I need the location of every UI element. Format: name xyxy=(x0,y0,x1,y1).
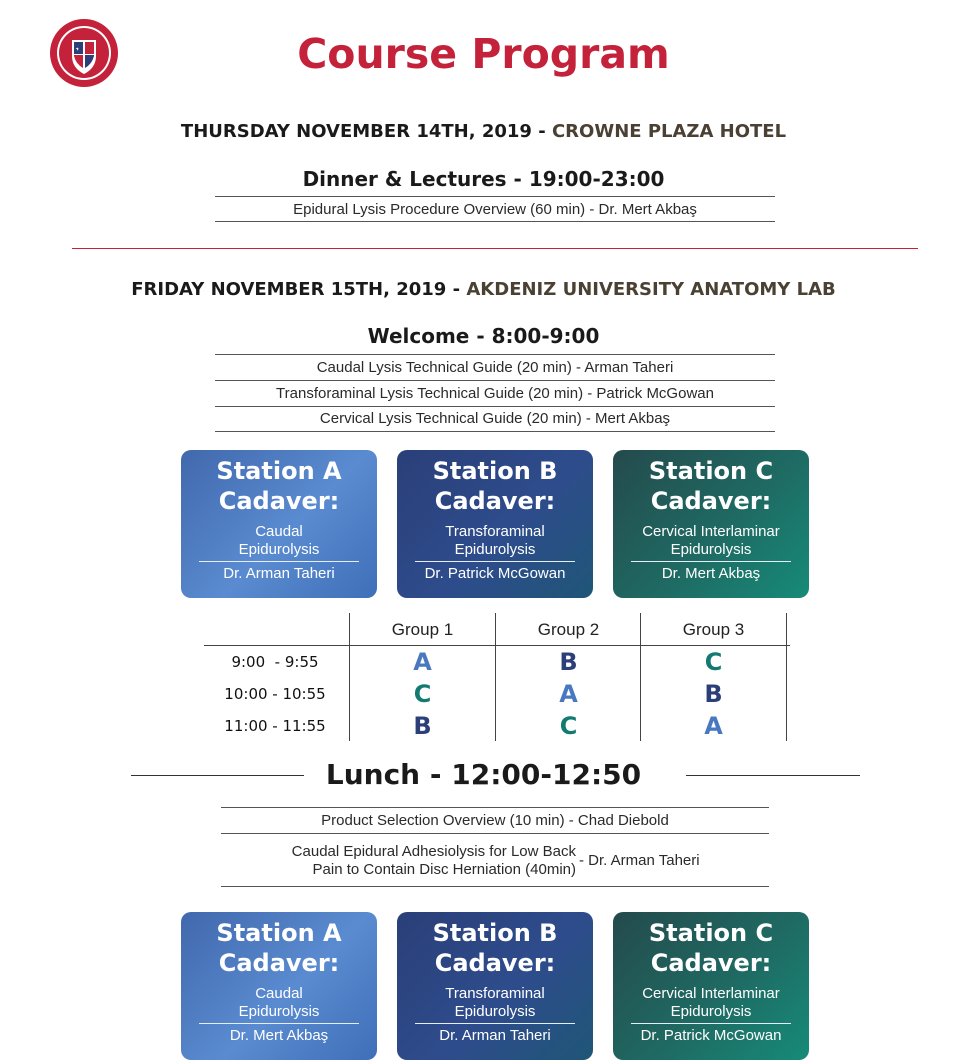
station-subtitle: Cadaver: xyxy=(218,949,340,977)
page-title: Course Program xyxy=(297,30,670,78)
divider xyxy=(221,807,769,808)
station-c-card-morning xyxy=(613,450,809,598)
station-title xyxy=(181,918,377,978)
station-doctor: Dr. Arman Taheri xyxy=(223,565,335,582)
station-doctor: Dr. Patrick McGowan xyxy=(424,565,566,582)
friday-venue: AKDENIZ UNIVERSITY ANATOMY LAB xyxy=(466,279,836,300)
station-divider xyxy=(631,561,791,562)
station-assignment: C xyxy=(559,712,578,740)
time-slot: 9:00 - 9:55 xyxy=(231,653,319,671)
procedure-line: Epidurolysis xyxy=(238,1003,320,1020)
procedure-line: Cervical Interlaminar xyxy=(642,523,780,540)
procedure-line: Epidurolysis xyxy=(238,541,320,558)
station-doctor: Dr. Patrick McGowan xyxy=(640,1027,782,1044)
friday-heading xyxy=(0,279,967,300)
station-name: Station A xyxy=(216,919,342,947)
thursday-lecture: Epidural Lysis Procedure Overview (60 min) - Dr. Mert Akbaş xyxy=(293,201,697,218)
divider xyxy=(221,833,769,834)
time-slot: 11:00 - 11:55 xyxy=(224,717,326,735)
lecture-title: Product Selection Overview (10 min) xyxy=(321,812,565,829)
procedure-line: Epidurolysis xyxy=(670,1003,752,1020)
station-doctor: Dr. Mert Akbaş xyxy=(229,1027,329,1044)
station-procedure xyxy=(613,523,809,559)
station-subtitle: Cadaver: xyxy=(650,949,772,977)
station-title xyxy=(397,918,593,978)
station-name: Station C xyxy=(648,457,774,485)
time-slot: 10:00 - 10:55 xyxy=(224,685,326,703)
station-assignment: B xyxy=(413,712,432,740)
table-header: Group 1 xyxy=(391,620,454,639)
station-a-card-morning xyxy=(181,450,377,598)
divider xyxy=(215,431,775,432)
lecture-title-line: Pain to Contain Disc Herniation (40min) xyxy=(312,861,576,878)
afternoon-lecture xyxy=(221,812,769,829)
station-divider xyxy=(415,1023,575,1024)
station-assignment: A xyxy=(559,680,578,708)
divider xyxy=(215,196,775,197)
welcome-lecture: Caudal Lysis Technical Guide (20 min) - Arman Taheri xyxy=(316,359,674,376)
station-name: Station B xyxy=(432,919,558,947)
divider xyxy=(215,221,775,222)
table-grid-line xyxy=(786,613,787,741)
station-assignment: B xyxy=(704,680,723,708)
lecture-speaker: - Chad Diebold xyxy=(568,812,669,829)
station-procedure xyxy=(397,523,593,559)
procedure-line: Epidurolysis xyxy=(670,541,752,558)
table-header: Group 2 xyxy=(537,620,600,639)
station-b-card-morning xyxy=(397,450,593,598)
procedure-line: Cervical Interlaminar xyxy=(642,985,780,1002)
station-procedure xyxy=(397,985,593,1021)
divider xyxy=(215,354,775,355)
station-divider xyxy=(199,561,359,562)
lecture-speaker: - Dr. Arman Taheri xyxy=(579,852,700,869)
thursday-date: THURSDAY NOVEMBER 14TH, 2019 xyxy=(180,121,532,142)
station-title xyxy=(181,456,377,516)
station-name: Station B xyxy=(432,457,558,485)
procedure-line: Caudal xyxy=(255,985,303,1002)
divider xyxy=(686,775,860,776)
station-assignment: C xyxy=(704,648,723,676)
station-doctor: Dr. Mert Akbaş xyxy=(661,565,761,582)
station-procedure xyxy=(181,985,377,1021)
thursday-separator: - xyxy=(538,121,546,142)
station-title xyxy=(613,918,809,978)
station-subtitle: Cadaver: xyxy=(650,487,772,515)
welcome-lecture: Transforaminal Lysis Technical Guide (20 min) - Patrick McGowan xyxy=(276,385,714,402)
afternoon-lecture-title xyxy=(221,843,576,879)
station-assignment: A xyxy=(413,648,432,676)
station-procedure xyxy=(181,523,377,559)
welcome-lecture: Cervical Lysis Technical Guide (20 min) - Mert Akbaş xyxy=(319,410,671,427)
procedure-line: Epidurolysis xyxy=(454,541,536,558)
lunch-title: Lunch - 12:00-12:50 xyxy=(325,758,642,791)
station-assignment: B xyxy=(559,648,578,676)
station-title xyxy=(397,456,593,516)
procedure-line: Caudal xyxy=(255,523,303,540)
divider xyxy=(215,380,775,381)
station-divider xyxy=(631,1023,791,1024)
thursday-venue: CROWNE PLAZA HOTEL xyxy=(551,121,787,142)
welcome-session-title: Welcome - 8:00-9:00 xyxy=(367,324,600,348)
station-name: Station A xyxy=(216,457,342,485)
divider xyxy=(221,886,769,887)
station-title xyxy=(613,456,809,516)
station-subtitle: Cadaver: xyxy=(434,949,556,977)
station-divider xyxy=(415,561,575,562)
station-assignment: C xyxy=(413,680,432,708)
station-assignment: A xyxy=(704,712,723,740)
procedure-line: Transforaminal xyxy=(445,523,545,540)
lecture-title-line: Caudal Epidural Adhesiolysis for Low Back xyxy=(291,843,576,860)
table-grid-line xyxy=(204,645,790,646)
day-separator-rule xyxy=(72,248,918,249)
procedure-line: Epidurolysis xyxy=(454,1003,536,1020)
friday-separator: - xyxy=(452,279,461,300)
station-procedure xyxy=(613,985,809,1021)
station-a-card-afternoon xyxy=(181,912,377,1060)
station-divider xyxy=(199,1023,359,1024)
divider xyxy=(215,406,775,407)
table-header: Group 3 xyxy=(682,620,745,639)
station-b-card-afternoon xyxy=(397,912,593,1060)
friday-date: FRIDAY NOVEMBER 15TH, 2019 xyxy=(131,279,447,300)
station-name: Station C xyxy=(648,919,774,947)
station-subtitle: Cadaver: xyxy=(434,487,556,515)
dinner-session-title: Dinner & Lectures - 19:00-23:00 xyxy=(302,167,665,191)
station-doctor: Dr. Arman Taheri xyxy=(439,1027,551,1044)
thursday-heading xyxy=(0,121,967,142)
station-subtitle: Cadaver: xyxy=(218,487,340,515)
station-c-card-afternoon xyxy=(613,912,809,1060)
procedure-line: Transforaminal xyxy=(445,985,545,1002)
